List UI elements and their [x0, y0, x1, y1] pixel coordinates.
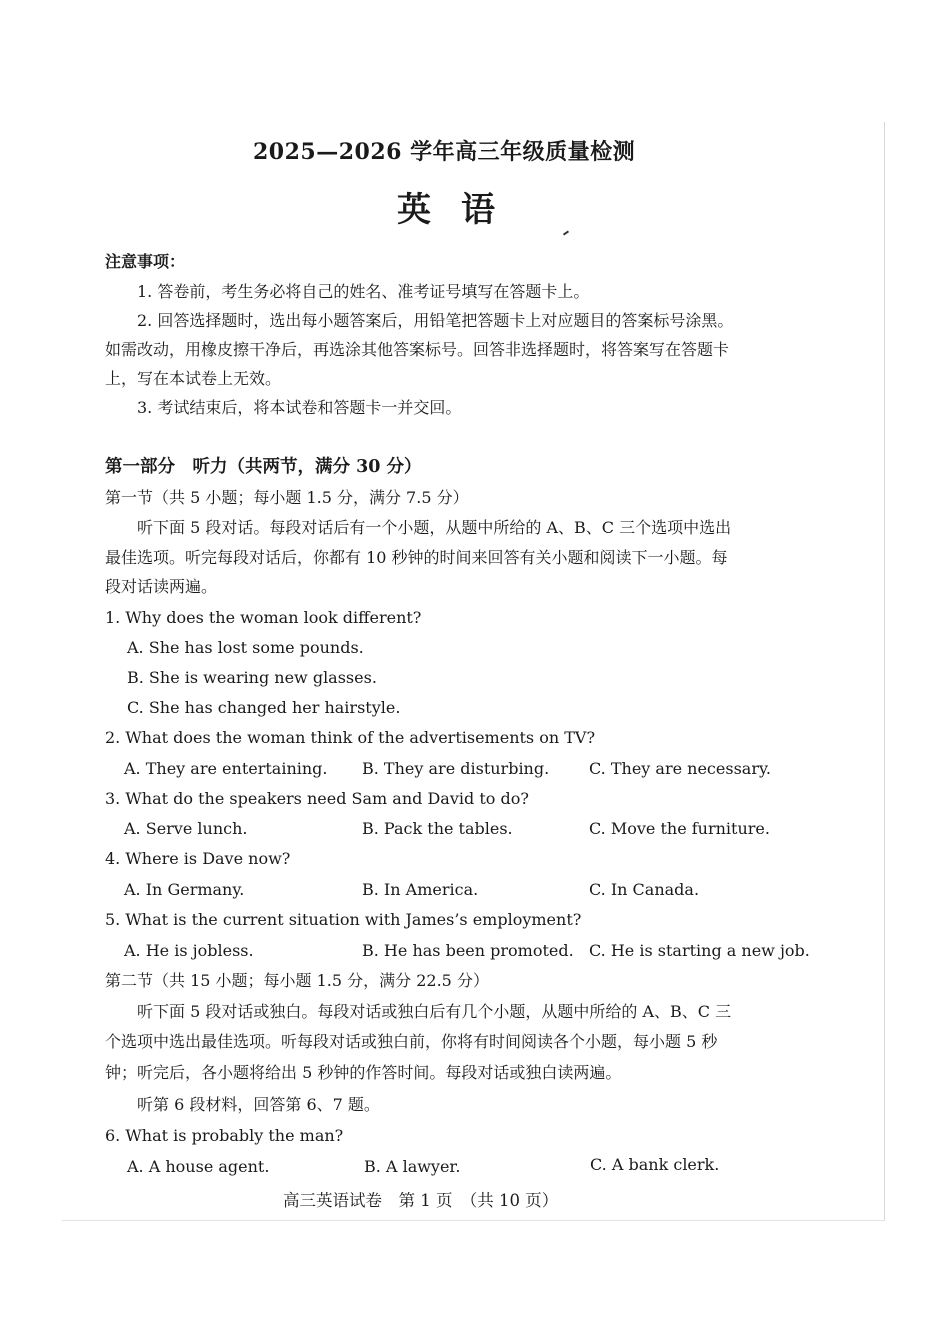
question-option: B. In America.	[362, 880, 479, 899]
question-option: B. He has been promoted.	[362, 941, 574, 960]
notice-heading: 注意事项：	[105, 252, 186, 271]
section1-instruction: 最佳选项。听完每段对话后，你都有 10 秒钟的时间来回答有关小题和阅读下一小题。每	[105, 548, 728, 567]
question-option: A. He is jobless.	[124, 941, 254, 960]
page-footer: 高三英语试卷 第 1 页 （共 10 页）	[283, 1191, 559, 1210]
question-option: C. They are necessary.	[589, 759, 771, 778]
question-stem: 1. Why does the woman look different?	[105, 608, 422, 627]
question-option: A. Serve lunch.	[124, 819, 248, 838]
question-stem: 2. What does the woman think of the advertisements on TV?	[105, 728, 596, 747]
question-option: C. In Canada.	[589, 880, 700, 899]
section2-instruction: 钟；听完后，各小题将给出 5 秒钟的作答时间。每段对话或独白读两遍。	[105, 1063, 622, 1082]
section1-heading: 第一节（共 5 小题；每小题 1.5 分，满分 7.5 分）	[105, 488, 469, 507]
question-option: B. Pack the tables.	[362, 819, 513, 838]
subject-title: 英语	[397, 190, 525, 230]
exam-title: 2025—2026 学年高三年级质量检测	[253, 139, 636, 165]
question-option: B. They are disturbing.	[362, 759, 550, 778]
question-option: C. A bank clerk.	[590, 1155, 720, 1174]
notice-item: 3. 考试结束后，将本试卷和答题卡一并交回。	[137, 398, 462, 417]
question-stem: 6. What is probably the man?	[105, 1126, 344, 1145]
section1-instruction: 段对话读两遍。	[105, 577, 218, 596]
notice-item: 如需改动，用橡皮擦干净后，再选涂其他答案标号。回答非选择题时，将答案写在答题卡	[105, 340, 730, 359]
question-option: C. Move the furniture.	[589, 819, 770, 838]
question-option: A. In Germany.	[124, 880, 245, 899]
notice-item: 2. 回答选择题时，选出每小题答案后，用铅笔把答题卡上对应题目的答案标号涂黑。	[137, 311, 734, 330]
section2-heading: 第二节（共 15 小题；每小题 1.5 分，满分 22.5 分）	[105, 971, 489, 990]
question-option: C. He is starting a new job.	[589, 941, 810, 960]
question-option: B. A lawyer.	[364, 1157, 461, 1176]
question-stem: 5. What is the current situation with James’s employment?	[105, 910, 582, 929]
question-stem: 4. Where is Dave now?	[105, 849, 291, 868]
question-stem: 3. What do the speakers need Sam and David to do?	[105, 789, 529, 808]
section2-instruction: 个选项中选出最佳选项。听每段对话或独白前，你将有时间阅读各个小题，每小题 5 秒	[105, 1032, 718, 1051]
notice-item: 1. 答卷前，考生务必将自己的姓名、准考证号填写在答题卡上。	[137, 282, 590, 301]
section1-instruction: 听下面 5 段对话。每段对话后有一个小题，从题中所给的 A、B、C 三个选项中选出	[137, 518, 732, 537]
stray-pen-mark	[563, 230, 569, 235]
page-edge-bottom	[62, 1220, 885, 1221]
part1-heading: 第一部分 听力（共两节，满分 30 分）	[105, 457, 422, 477]
question-option: A. She has lost some pounds.	[127, 638, 364, 657]
question-option: A. They are entertaining.	[124, 759, 328, 778]
question-option: C. She has changed her hairstyle.	[127, 698, 401, 717]
question-option: A. A house agent.	[127, 1157, 270, 1176]
page-edge-right	[884, 122, 885, 1220]
section2-instruction: 听下面 5 段对话或独白。每段对话或独白后有几个小题，从题中所给的 A、B、C 三	[137, 1002, 732, 1021]
notice-item: 上，写在本试卷上无效。	[105, 369, 282, 388]
question-option: B. She is wearing new glasses.	[127, 668, 377, 687]
material-note: 听第 6 段材料，回答第 6、7 题。	[137, 1095, 380, 1114]
